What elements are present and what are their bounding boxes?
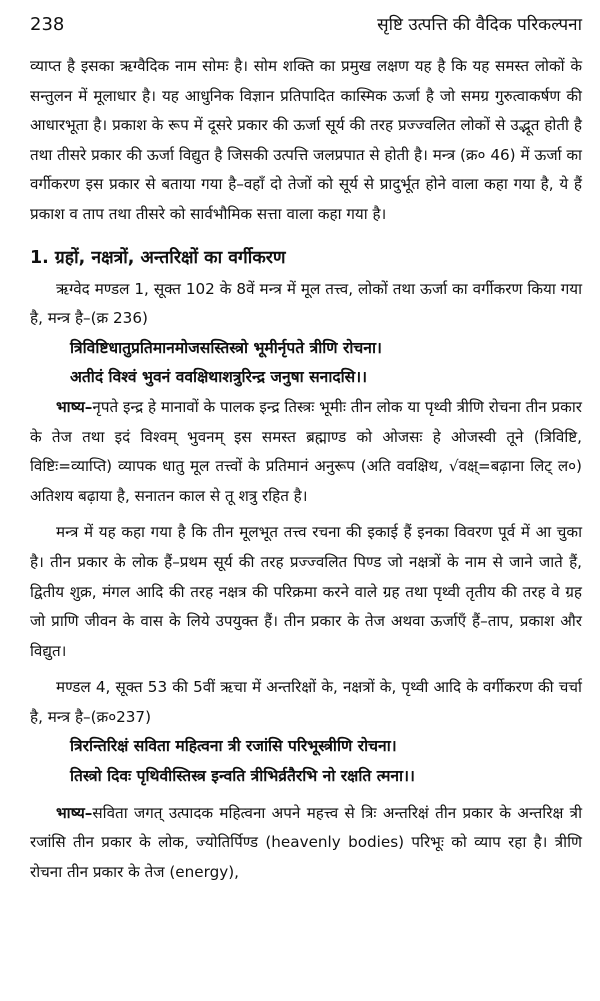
- paragraph-1: व्याप्त है इसका ऋग्वैदिक नाम सोमः है। सोम शक्ति का प्रमुख लक्षण यह है कि यह समस्त लोकों के सन्तुलन में मूलाधार है। यह आधुनिक विज्ञान प्रतिपादित कास्मिक ऊर्जा है जो समग्र गुरुत्वाकर्षण की आधारभूता है। प्रकाश के रूप में दूसरे प्रकार की ऊर्जा सूर्य की तरह प्रज्ज्वलित लोकों से उद्भूत होती है तथा तीसरे प्रकार की ऊर्जा विद्युत है जिसकी उत्पत्ति जलप्रपात से होती है। मन्त्र (क्र० 46) में ऊर्जा का वर्गीकरण इस प्रकार से बताया गया है–वहाँ दो तेजों को सूर्य से प्रादुर्भूत होने वाला कहा गया है, ये हैं प्रकाश व ताप तथा तीसरे को सार्वभौमिक सत्ता वाला कहा गया है।: [30, 57, 582, 223]
- verse-line: तिस्त्रो दिवः पृथिवीस्तिस्त्र इन्वति त्रीभिर्व्रतैरभि नो रक्षति त्मना।।: [70, 767, 415, 786]
- paragraph-4: मन्त्र में यह कहा गया है कि तीन मूलभूत तत्त्व रचना की इकाई हैं इनका विवरण पूर्व में आ चुका है। तीन प्रकार के लोक हैं–प्रथम सूर्य की तरह प्रज्ज्वलित पिण्ड जो नक्षत्रों के नाम से जाने जाते हैं, द्वितीय शुक्र, मंगल आदि की तरह नक्षत्र की परिक्रमा करने वाले ग्रह तथा पृथ्वी तृतीय की तरह वे ग्रह जो प्राणि जीवन के वास के लिये उपयुक्त हैं। तीन प्रकार के तेज अथवा ऊर्जाएँ हैं–ताप, प्रकाश और विद्युत।: [30, 523, 582, 660]
- running-title: सृष्टि उत्पत्ति की वैदिक परिकल्पना: [377, 15, 582, 35]
- verse-line: अतीदं विश्वं भुवनं ववक्षिथाशत्रुरिन्द्र जनुषा सनादसि।।: [70, 368, 368, 387]
- paragraph-2: ऋग्वेद मण्डल 1, सूक्त 102 के 8वें मन्त्र में मूल तत्त्व, लोकों तथा ऊर्जा का वर्गीकरण किया गया है, मन्त्र है–(क्र 236): [30, 279, 582, 328]
- verse-block-2: [30, 732, 582, 791]
- section-heading: 1. ग्रहों, नक्षत्रों, अन्तरिक्षों का वर्गीकरण: [30, 247, 286, 268]
- verse-line: त्रिरन्तिरिक्षं सविता महित्वना त्री रजांसि परिभूस्त्रीणि रोचना।: [70, 737, 397, 756]
- commentary-text: सविता जगत् उत्पादक महित्वना अपने महत्त्व से त्रिः अन्तरिक्षं तीन प्रकार के अन्तरिक्ष त्री रजांसि तीन प्रकार के लोक, ज्योतिर्पिण्ड (heavenly bodies) परिभूः को व्याप रहा है। त्रीणि रोचना तीन प्रकार के तेज (energy),: [30, 803, 582, 881]
- commentary-label: भाष्य–: [56, 397, 93, 416]
- paragraph-5: मण्डल 4, सूक्त 53 की 5वीं ऋचा में अन्तरिक्षों के, नक्षत्रों के, पृथ्वी आदि के वर्गीकरण की चर्चा है, मन्त्र है–(क्र०237): [30, 678, 582, 726]
- verse-block-1: [30, 334, 582, 393]
- page-header: [30, 12, 582, 38]
- verse-line: त्रिविष्टिधातुप्रतिमानमोजसस्तिस्त्रो भूमीर्नृपते त्रीणि रोचना।: [70, 338, 382, 357]
- commentary-text: नृपते इन्द्र हे मानावों के पालक इन्द्र तिस्त्रः भूमीः तीन लोक या पृथ्वी त्रीणि रोचना तीन प्रकार के तेज तथा इदं विश्वम् भुवनम् इस समस्त ब्रह्माण्ड को ओजसः हे ओजस्वी तूने (त्रिविष्टि, विष्टिः=व्याप्ति) व्यापक धातु मूल तत्त्वों के प्रतिमानं अनुरूप (अति ववक्षिथ, √वक्ष्=बढ़ाना लिट् ल०) अतिशय बढ़ाया है, सनातन काल से तू शत्रु रहित है।: [30, 397, 582, 505]
- paragraph-6: [30, 799, 582, 888]
- commentary-label: भाष्य–: [56, 803, 93, 822]
- paragraph-3: [30, 393, 582, 511]
- page-number: 238: [30, 14, 65, 35]
